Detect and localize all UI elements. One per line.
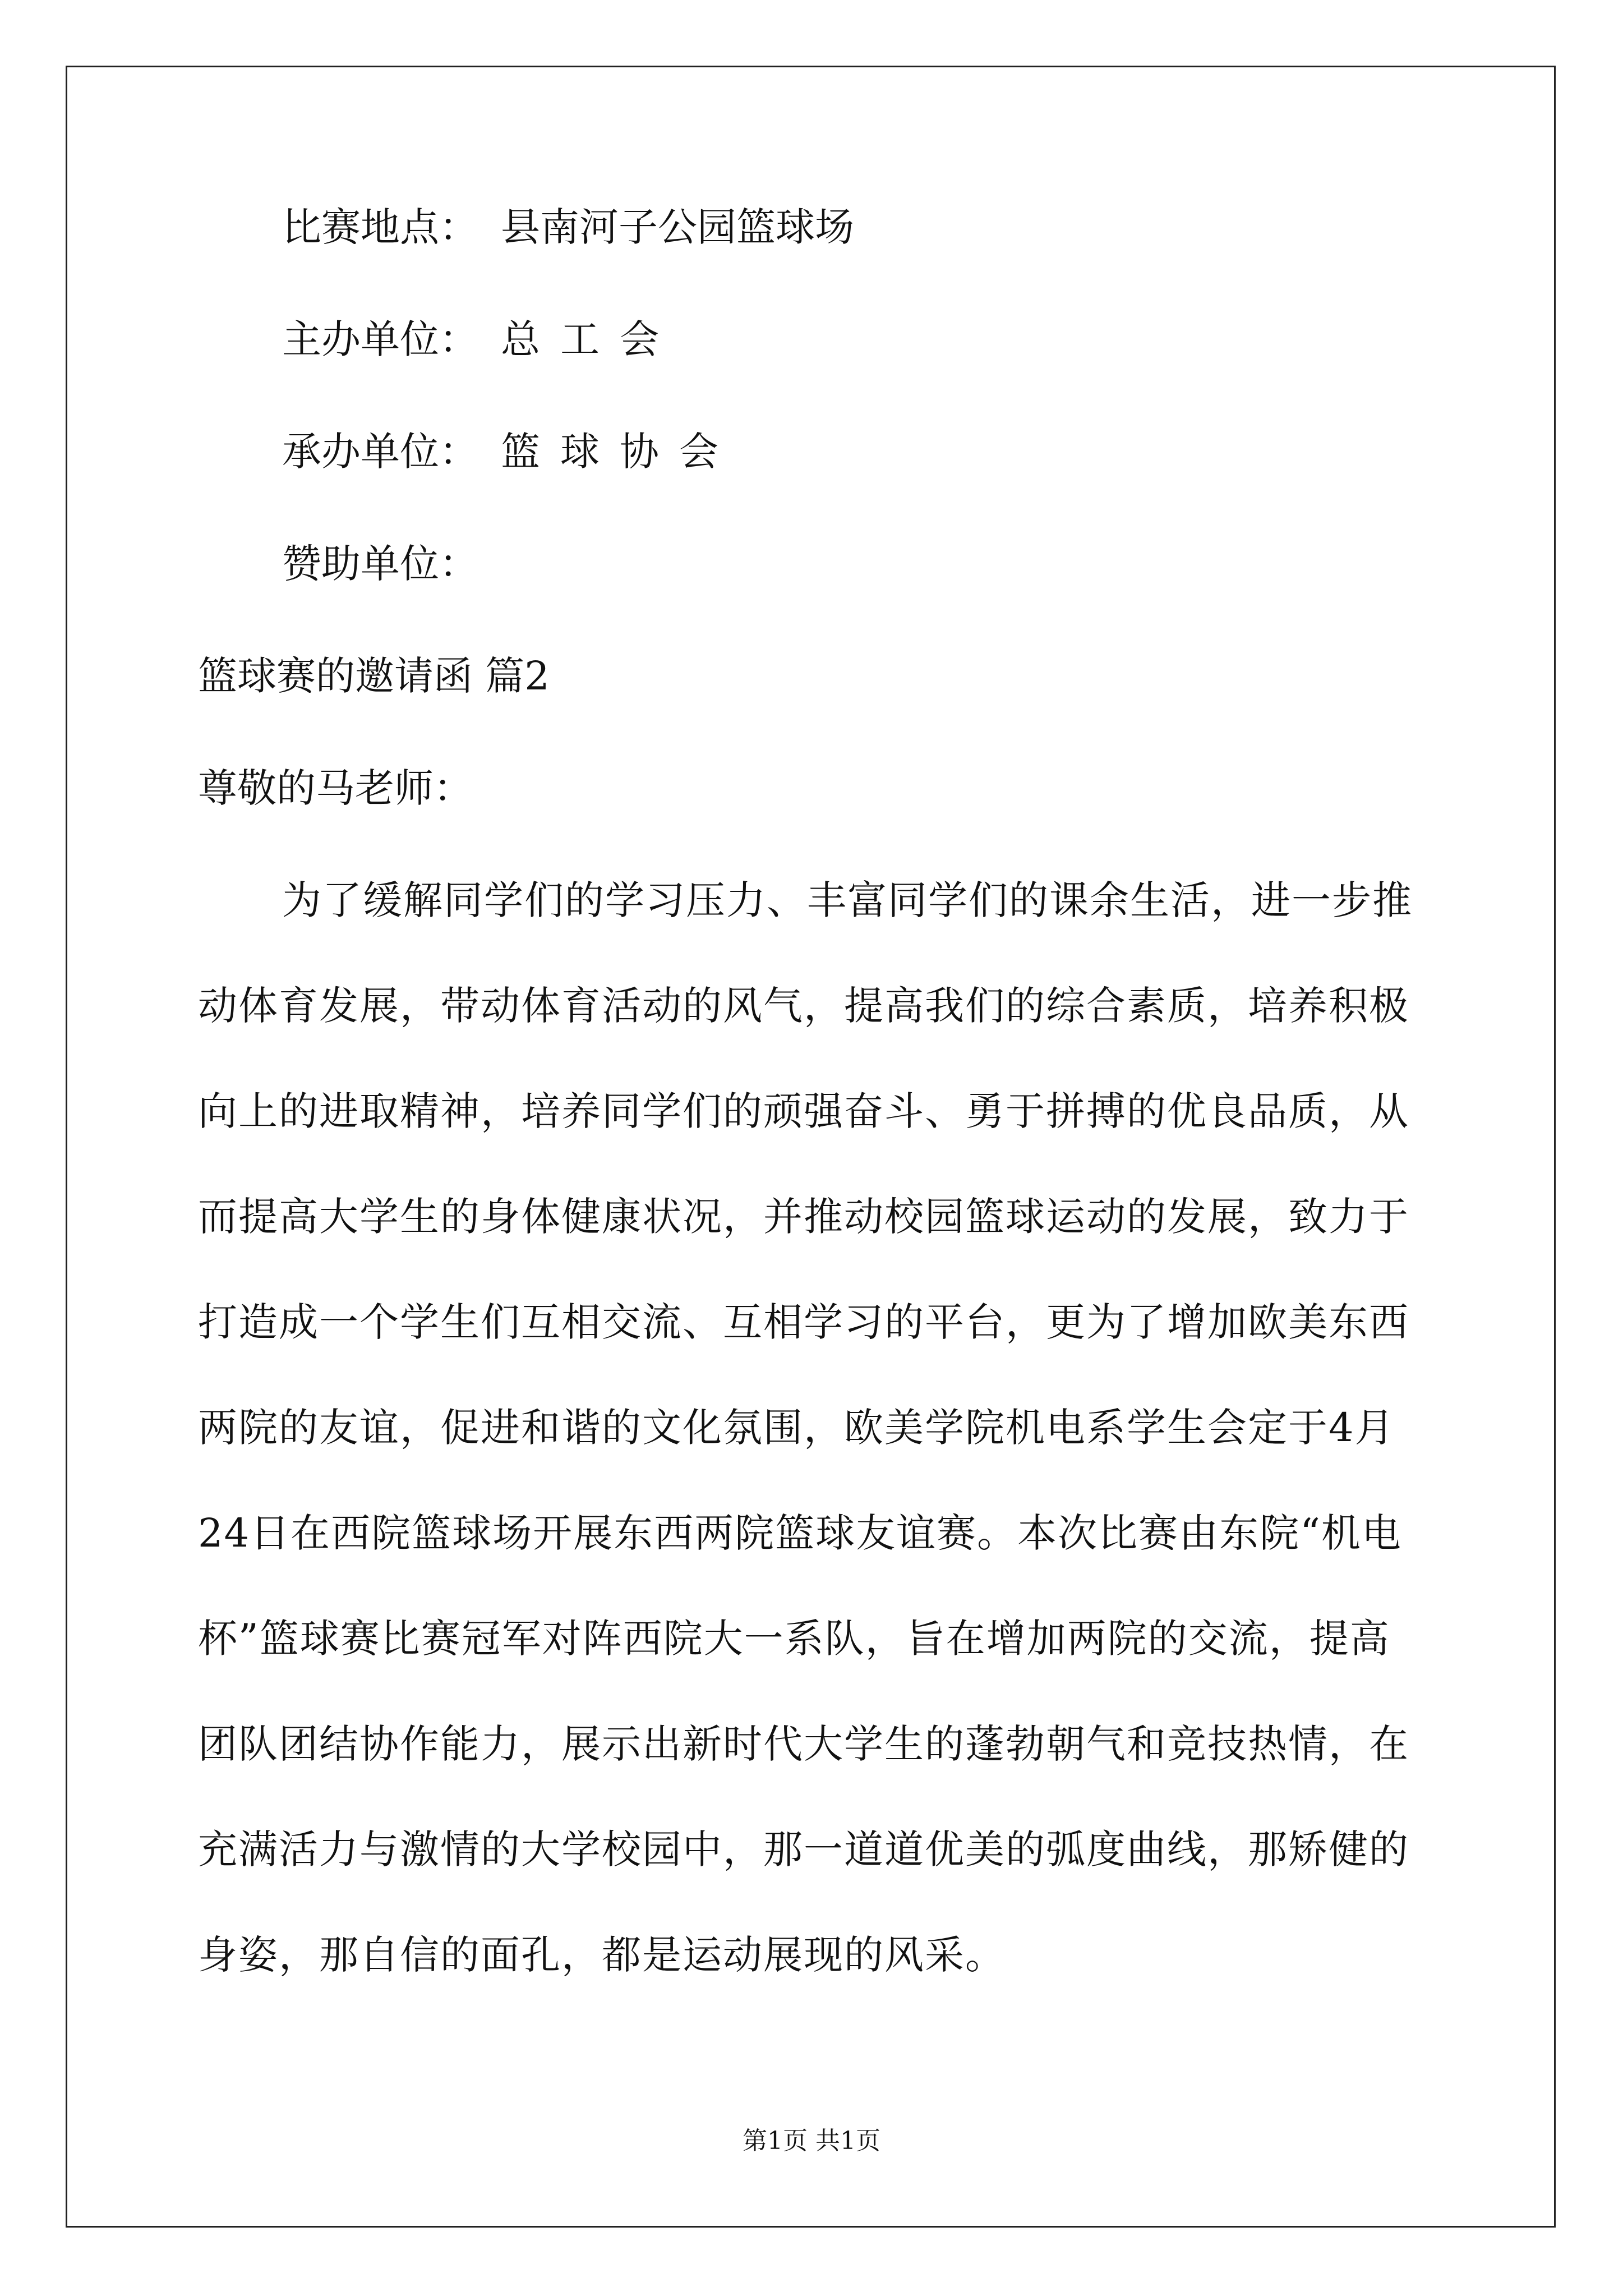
body-line: 两院的友谊，促进和谐的文化氛围，欧美学院机电系学生会定于4月 [198,1405,1395,1451]
info-label: 赞助单位： [282,541,478,587]
salutation: 尊敬的马老师： [198,765,473,811]
info-value: 篮球协会 [501,429,739,475]
body-line: 身姿，那自信的面孔，都是运动展现的风采。 [198,1932,1006,1978]
info-value: 县南河子公园篮球场 [501,204,854,250]
body-line: 杯”篮球赛比赛冠军对阵西院大一系队，旨在增加两院的交流，提高 [198,1616,1390,1662]
info-row-host [282,429,1432,544]
body-line: 动体育发展，带动体育活动的风气，提高我们的综合素质，培养积极 [198,983,1409,1029]
body-line: 为了缓解同学们的学习压力、丰富同学们的课余生活，进一步推 [282,877,1413,923]
info-label: 比赛地点： [282,204,478,250]
body-line: 充满活力与激情的大学校园中，那一道道优美的弧度曲线，那矫健的 [198,1826,1409,1872]
info-row-sponsor [282,541,1432,656]
body-line: 24日在西院篮球场开展东西两院篮球友谊赛。本次比赛由东院“机电 [198,1510,1402,1556]
body-line: 向上的进取精神，培养同学们的顽强奋斗、勇于拼搏的优良品质，从 [198,1088,1409,1134]
body-line: 打造成一个学生们互相交流、互相学习的平台，更为了增加欧美东西 [198,1299,1409,1345]
info-label: 主办单位： [282,316,478,362]
section-heading: 篮球赛的邀请函 篇2 [198,653,550,699]
body-line: 团队团结协作能力，展示出新时代大学生的蓬勃朝气和竞技热情，在 [198,1721,1409,1767]
page-number-footer: 第1页 共1页 [743,2127,880,2155]
info-label: 承办单位： [282,429,478,475]
info-row-venue [282,204,1432,320]
body-line: 而提高大学生的身体健康状况，并推动校园篮球运动的发展，致力于 [198,1194,1409,1240]
info-value: 总工会 [501,316,679,362]
info-row-organizer [282,316,1432,432]
document-content [198,204,1432,2008]
letter-body [198,848,1432,2008]
